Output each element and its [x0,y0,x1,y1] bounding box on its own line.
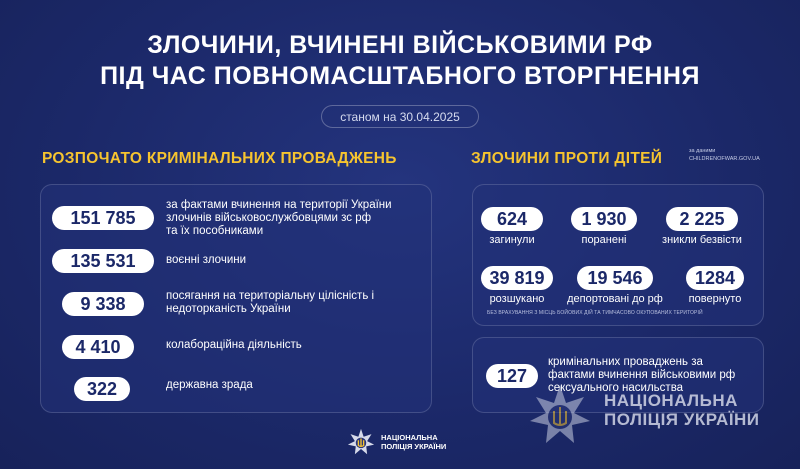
children-injured-label: поранені [581,234,627,246]
source-note: за даними CHILDRENOFWAR.GOV.UA [689,148,760,162]
watermark-police-text: НАЦІОНАЛЬНА ПОЛІЦІЯ УКРАЇНИ [604,391,760,429]
page-title-line2: ПІД ЧАС ПОВНОМАСШТАБНОГО ВТОРГНЕННЯ [100,62,700,90]
children-deported-value: 19 546 [577,266,653,290]
stat-pill-territorial: 9 338 [62,292,144,316]
stat-desc-total: за фактами вчинення на території України злочинів військовослужбовцями зс рф та їх пособниками [166,199,392,237]
page-title-line1: ЗЛОЧИНИ, ВЧИНЕНІ ВІЙСЬКОВИМИ РФ [147,31,653,59]
children-injured-value: 1 930 [571,207,637,231]
children-killed-label: загинули [489,234,535,246]
criminal-proceedings-heading: РОЗПОЧАТО КРИМІНАЛЬНИХ ПРОВАДЖЕНЬ [42,150,397,167]
date-badge: станом на 30.04.2025 [321,105,479,128]
police-emblem-icon [347,428,375,456]
children-found-value: 39 819 [481,266,553,290]
sexual-violence-desc: кримінальних проваджень за фактами вчинення військовими рф сексуального насильства [548,356,736,394]
stat-pill-treason: 322 [74,377,130,401]
stat-desc-treason: державна зрада [166,379,253,391]
children-returned-value: 1284 [686,266,744,290]
stat-pill-collaboration: 4 410 [62,335,134,359]
stat-pill-war-crimes: 135 531 [52,249,154,273]
footer-police-logo-text: НАЦІОНАЛЬНА ПОЛІЦІЯ УКРАЇНИ [381,433,447,451]
children-missing-label: зникли безвісти [662,234,742,246]
stat-pill-total: 151 785 [52,206,154,230]
children-found-label: розшукано [489,293,545,305]
stat-desc-war-crimes: воєнні злочини [166,254,247,266]
children-missing-value: 2 225 [666,207,738,231]
children-footnote: БЕЗ ВРАХУВАННЯ З МІСЦЬ БОЙОВИХ ДІЙ ТА ТИМЧАСОВО ОКУПОВАНИХ ТЕРИТОРІЙ [487,310,703,316]
crimes-against-children-heading: ЗЛОЧИНИ ПРОТИ ДІТЕЙ [471,150,663,167]
stat-desc-territorial: посягання на територіальну цілісність і недоторканість України [166,290,375,315]
children-returned-label: повернуто [688,293,742,305]
police-emblem-icon [528,383,592,447]
sexual-violence-value: 127 [486,364,538,388]
children-deported-label: депортовані до рф [567,293,663,305]
stat-desc-collaboration: колабораційна діяльність [166,339,302,351]
children-killed-value: 624 [481,207,543,231]
